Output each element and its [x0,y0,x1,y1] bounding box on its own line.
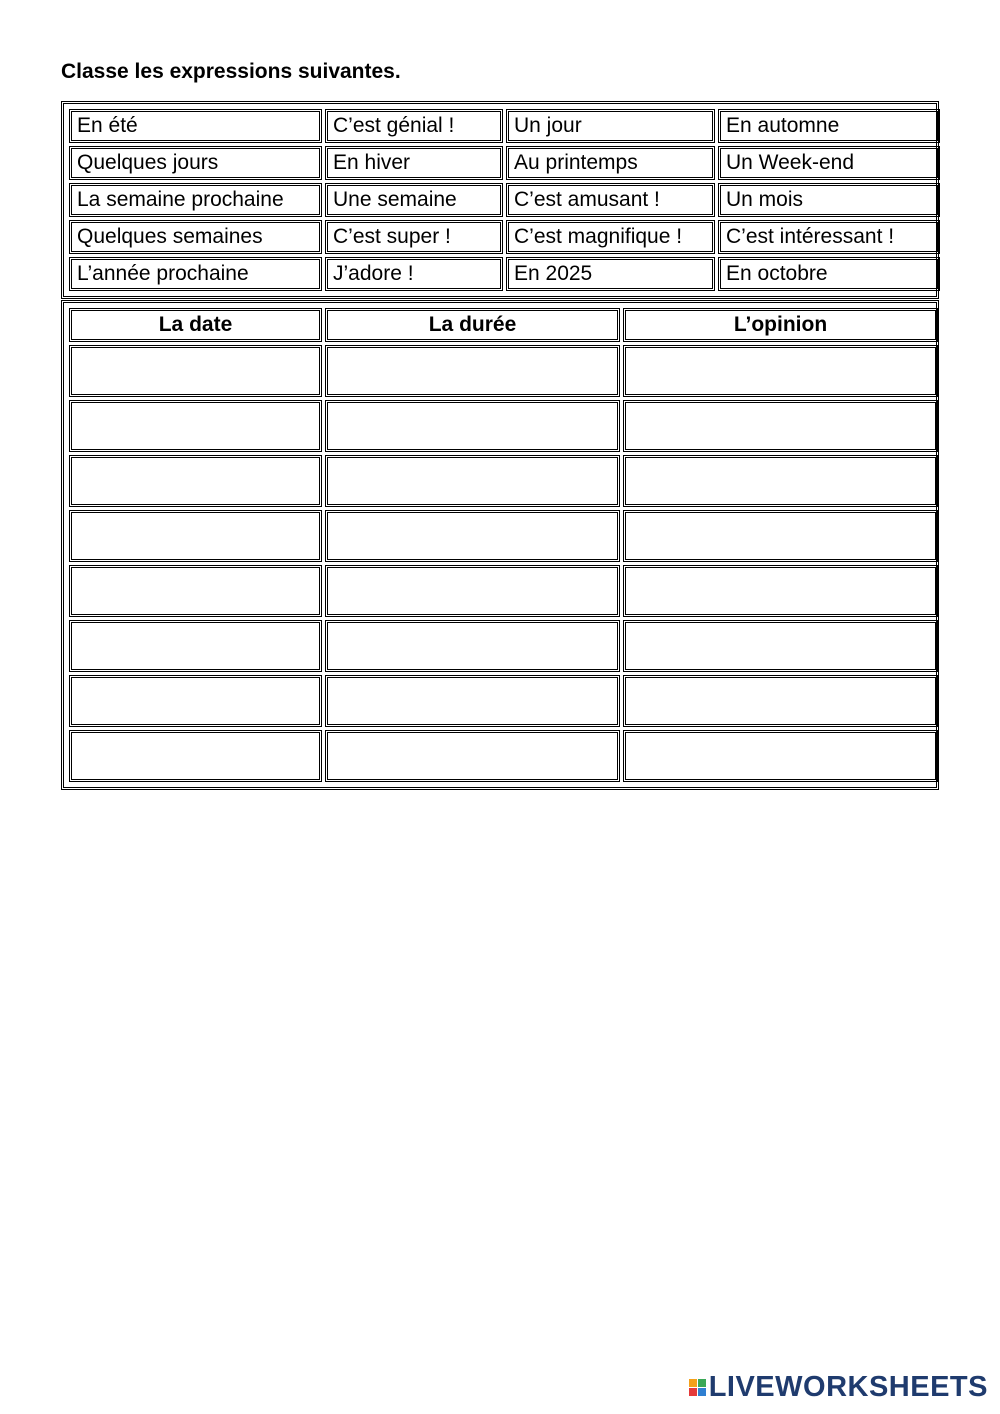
drop-cell-date[interactable] [69,400,322,452]
table-row [69,220,940,254]
drop-cell-date[interactable] [69,730,322,782]
logo-text: LIVEWORKSHEETS [708,1371,988,1403]
logo-blocks-icon [689,1379,706,1396]
column-header-opinion: L’opinion [623,308,938,342]
expression-cell[interactable]: Un mois [718,183,940,217]
drop-cell-date[interactable] [69,675,322,727]
expression-cell[interactable]: En hiver [325,146,503,180]
expression-cell[interactable]: C’est magnifique ! [506,220,715,254]
drop-cell-date[interactable] [69,510,322,562]
expression-bank-table [61,101,939,299]
table-row [69,730,938,782]
expression-cell[interactable]: Quelques jours [69,146,322,180]
drop-cell-duration[interactable] [325,730,620,782]
table-row [69,146,940,180]
drop-cell-opinion[interactable] [623,510,938,562]
expression-cell[interactable]: Au printemps [506,146,715,180]
instruction-title: Classe les expressions suivantes. [61,60,401,83]
expression-cell[interactable]: Quelques semaines [69,220,322,254]
drop-cell-opinion[interactable] [623,620,938,672]
table-row [69,675,938,727]
table-row [69,400,938,452]
column-header-date: La date [69,308,322,342]
header-row [69,308,938,342]
expression-cell[interactable]: En automne [718,109,940,143]
drop-cell-date[interactable] [69,455,322,507]
table-row [69,510,938,562]
expression-cell[interactable]: L’année prochaine [69,257,322,291]
drop-cell-opinion[interactable] [623,565,938,617]
drop-cell-duration[interactable] [325,565,620,617]
expression-cell[interactable]: Un Week-end [718,146,940,180]
drop-cell-date[interactable] [69,565,322,617]
table-row [69,257,940,291]
drop-cell-opinion[interactable] [623,455,938,507]
table-row [69,183,940,217]
drop-cell-duration[interactable] [325,455,620,507]
drop-cell-opinion[interactable] [623,400,938,452]
drop-cell-date[interactable] [69,620,322,672]
expression-cell[interactable]: En été [69,109,322,143]
expression-cell[interactable]: En octobre [718,257,940,291]
table-row [69,620,938,672]
table-row [69,565,938,617]
drop-cell-duration[interactable] [325,400,620,452]
expression-cell[interactable]: Un jour [506,109,715,143]
liveworksheets-logo [689,1371,988,1404]
table-row [69,455,938,507]
expression-cell[interactable]: C’est super ! [325,220,503,254]
drop-cell-opinion[interactable] [623,675,938,727]
expression-cell[interactable]: En 2025 [506,257,715,291]
table-row [69,109,940,143]
expression-cell[interactable]: J’adore ! [325,257,503,291]
table-row [69,345,938,397]
drop-cell-date[interactable] [69,345,322,397]
column-header-duration: La durée [325,308,620,342]
drop-cell-duration[interactable] [325,620,620,672]
drop-cell-opinion[interactable] [623,345,938,397]
classification-table [61,300,939,790]
expression-cell[interactable]: La semaine prochaine [69,183,322,217]
drop-cell-opinion[interactable] [623,730,938,782]
expression-cell[interactable]: C’est intéressant ! [718,220,940,254]
drop-cell-duration[interactable] [325,345,620,397]
drop-cell-duration[interactable] [325,510,620,562]
expression-cell[interactable]: C’est amusant ! [506,183,715,217]
expression-cell[interactable]: C’est génial ! [325,109,503,143]
expression-cell[interactable]: Une semaine [325,183,503,217]
drop-cell-duration[interactable] [325,675,620,727]
